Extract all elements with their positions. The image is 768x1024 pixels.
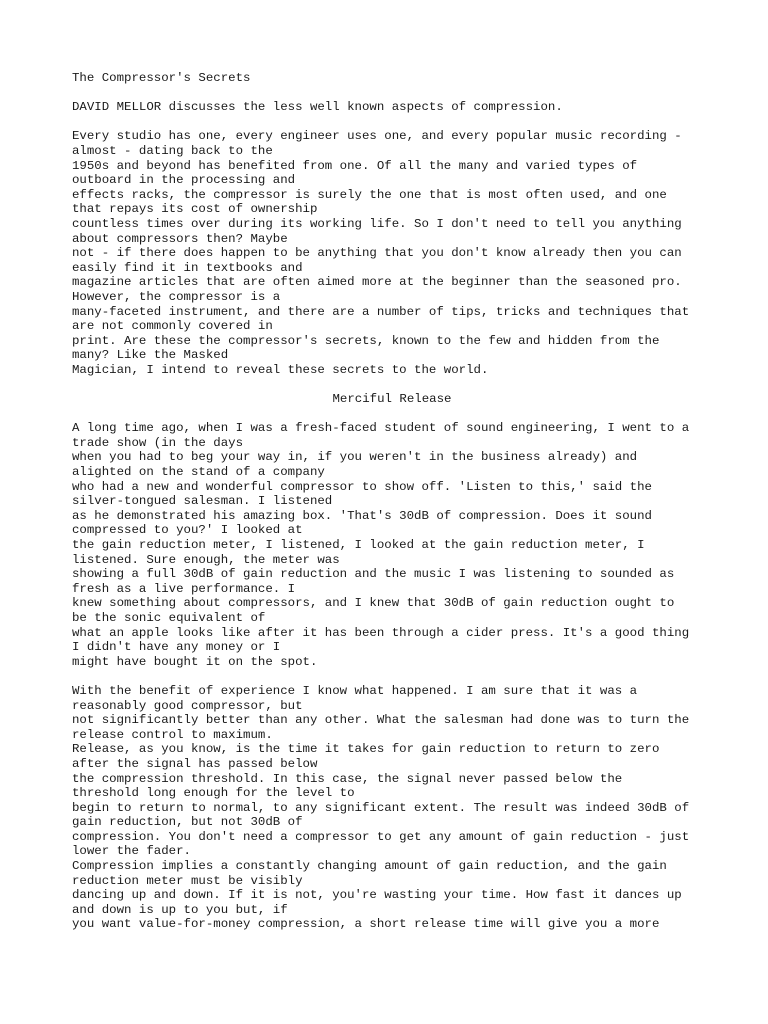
text-line: when you had to beg your way in, if you weren't in the business already) and — [72, 450, 638, 465]
text-line: trade show (in the days — [72, 435, 244, 450]
text-line: not significantly better than any other. What the salesman had done was to turn the — [72, 713, 690, 728]
text-line: not - if there does happen to be anything that you don't know already then you can — [72, 246, 682, 261]
text-line: magazine articles that are often aimed more at the beginner than the seasoned pro. — [72, 275, 682, 290]
text-line: be the sonic equivalent of — [72, 610, 266, 625]
text-line: threshold long enough for the level to — [72, 786, 355, 801]
text-line: and down is up to you but, if — [72, 902, 288, 917]
text-line: compression. You don't need a compressor to get any amount of gain reduction - just — [72, 829, 690, 844]
text-line: listened. Sure enough, the meter was — [72, 552, 340, 567]
document-title: The Compressor's Secrets — [72, 71, 251, 85]
spacer — [72, 377, 712, 392]
spacer — [72, 407, 712, 422]
text-line: Release, as you know, is the time it takes for gain reduction to return to zero — [72, 742, 660, 757]
text-line: many? Like the Masked — [72, 348, 229, 363]
text-line: lower the fader. — [72, 844, 191, 859]
text-line: easily find it in textbooks and — [72, 260, 303, 275]
text-line: after the signal has passed below — [72, 756, 318, 771]
spacer — [72, 669, 712, 684]
text-line: compressed to you?' I looked at — [72, 523, 303, 538]
byline: DAVID MELLOR discusses the less well known aspects of compression. — [72, 100, 563, 115]
text-line: countless times over during its working life. So I don't need to tell you anything — [72, 216, 682, 231]
text-line: release control to maximum. — [72, 727, 273, 742]
text-line: fresh as a live performance. I — [72, 581, 296, 596]
text-line: that repays its cost of ownership — [72, 202, 318, 217]
text-line: reasonably good compressor, but — [72, 698, 303, 713]
text-line: alighted on the stand of a company — [72, 465, 325, 480]
text-line: might have bought it on the spot. — [72, 654, 318, 669]
text-line: who had a new and wonderful compressor to show off. 'Listen to this,' said the — [72, 479, 652, 494]
text-line: almost - dating back to the — [72, 143, 273, 158]
text-line: A long time ago, when I was a fresh-faced student of sound engineering, I went to a — [72, 421, 690, 436]
text-line: about compressors then? Maybe — [72, 231, 288, 246]
text-line: Magician, I intend to reveal these secrets to the world. — [72, 362, 489, 377]
section-heading: Merciful Release — [332, 392, 452, 407]
spacer — [72, 115, 712, 130]
text-line: the gain reduction meter, I listened, I looked at the gain reduction meter, I — [72, 538, 645, 552]
spacer — [72, 86, 712, 101]
text-line: are not commonly covered in — [72, 319, 273, 334]
text-line: begin to return to normal, to any significant extent. The result was indeed 30dB of — [72, 800, 690, 815]
text-line: what an apple looks like after it has been through a cider press. It's a good thing — [72, 625, 690, 640]
text-line: gain reduction, but not 30dB of — [72, 815, 303, 830]
paragraph-2 — [72, 684, 712, 932]
text-line: outboard in the processing and — [72, 173, 296, 188]
text-line: 1950s and beyond has benefited from one. Of all the many and varied types of — [72, 158, 638, 173]
text-line: silver-tongued salesman. I listened — [72, 494, 333, 509]
text-line: effects racks, the compressor is surely the one that is most often used, and one — [72, 187, 667, 202]
text-line: the compression threshold. In this case, the signal never passed below the — [72, 771, 623, 786]
text-line: Compression implies a constantly changing amount of gain reduction, and the gain — [72, 859, 667, 874]
text-line: as he demonstrated his amazing box. 'That's 30dB of compression. Does it sound — [72, 508, 652, 523]
text-line: knew something about compressors, and I knew that 30dB of gain reduction ought to — [72, 596, 675, 611]
text-line: dancing up and down. If it is not, you're wasting your time. How fast it dances up — [72, 888, 682, 903]
intro-paragraph — [72, 129, 712, 377]
text-line: you want value-for-money compression, a short release time will give you a more — [72, 917, 660, 932]
text-line: However, the compressor is a — [72, 289, 281, 304]
text-line: print. Are these the compressor's secrets, known to the few and hidden from the — [72, 333, 660, 348]
text-line: showing a full 30dB of gain reduction and the music I was listening to sounded as — [72, 567, 675, 582]
document-page — [72, 71, 712, 932]
paragraph-1 — [72, 421, 712, 669]
text-line: Every studio has one, every engineer uses one, and every popular music recording - — [72, 129, 682, 144]
text-line: With the benefit of experience I know what happened. I am sure that it was a — [72, 683, 638, 698]
text-line: reduction meter must be visibly — [72, 873, 303, 888]
text-line: many-faceted instrument, and there are a number of tips, tricks and techniques that — [72, 304, 690, 319]
text-line: I didn't have any money or I — [72, 640, 281, 655]
